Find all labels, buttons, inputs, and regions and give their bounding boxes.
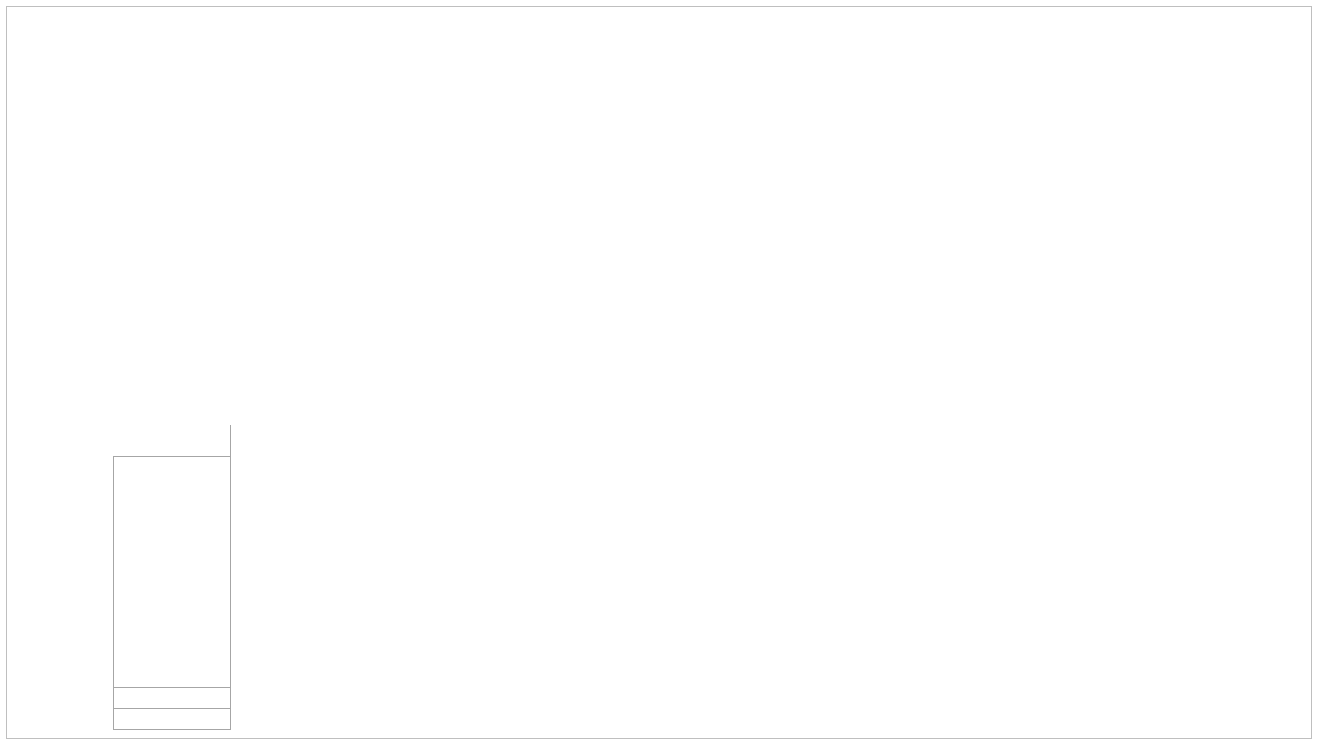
legend-key-wykonanie bbox=[116, 695, 124, 703]
data-table-codes-row bbox=[114, 425, 231, 457]
data-table-names-header bbox=[114, 457, 231, 688]
data-table bbox=[113, 425, 231, 730]
legend-entry-wykonanie bbox=[114, 688, 231, 709]
legend-entry-plan bbox=[114, 709, 231, 730]
data-table-names-row bbox=[114, 457, 231, 688]
data-table-corner bbox=[114, 425, 231, 457]
data-table-wykonanie-row bbox=[114, 688, 231, 709]
legend-key-plan bbox=[116, 716, 124, 724]
data-table-plan-row bbox=[114, 709, 231, 730]
